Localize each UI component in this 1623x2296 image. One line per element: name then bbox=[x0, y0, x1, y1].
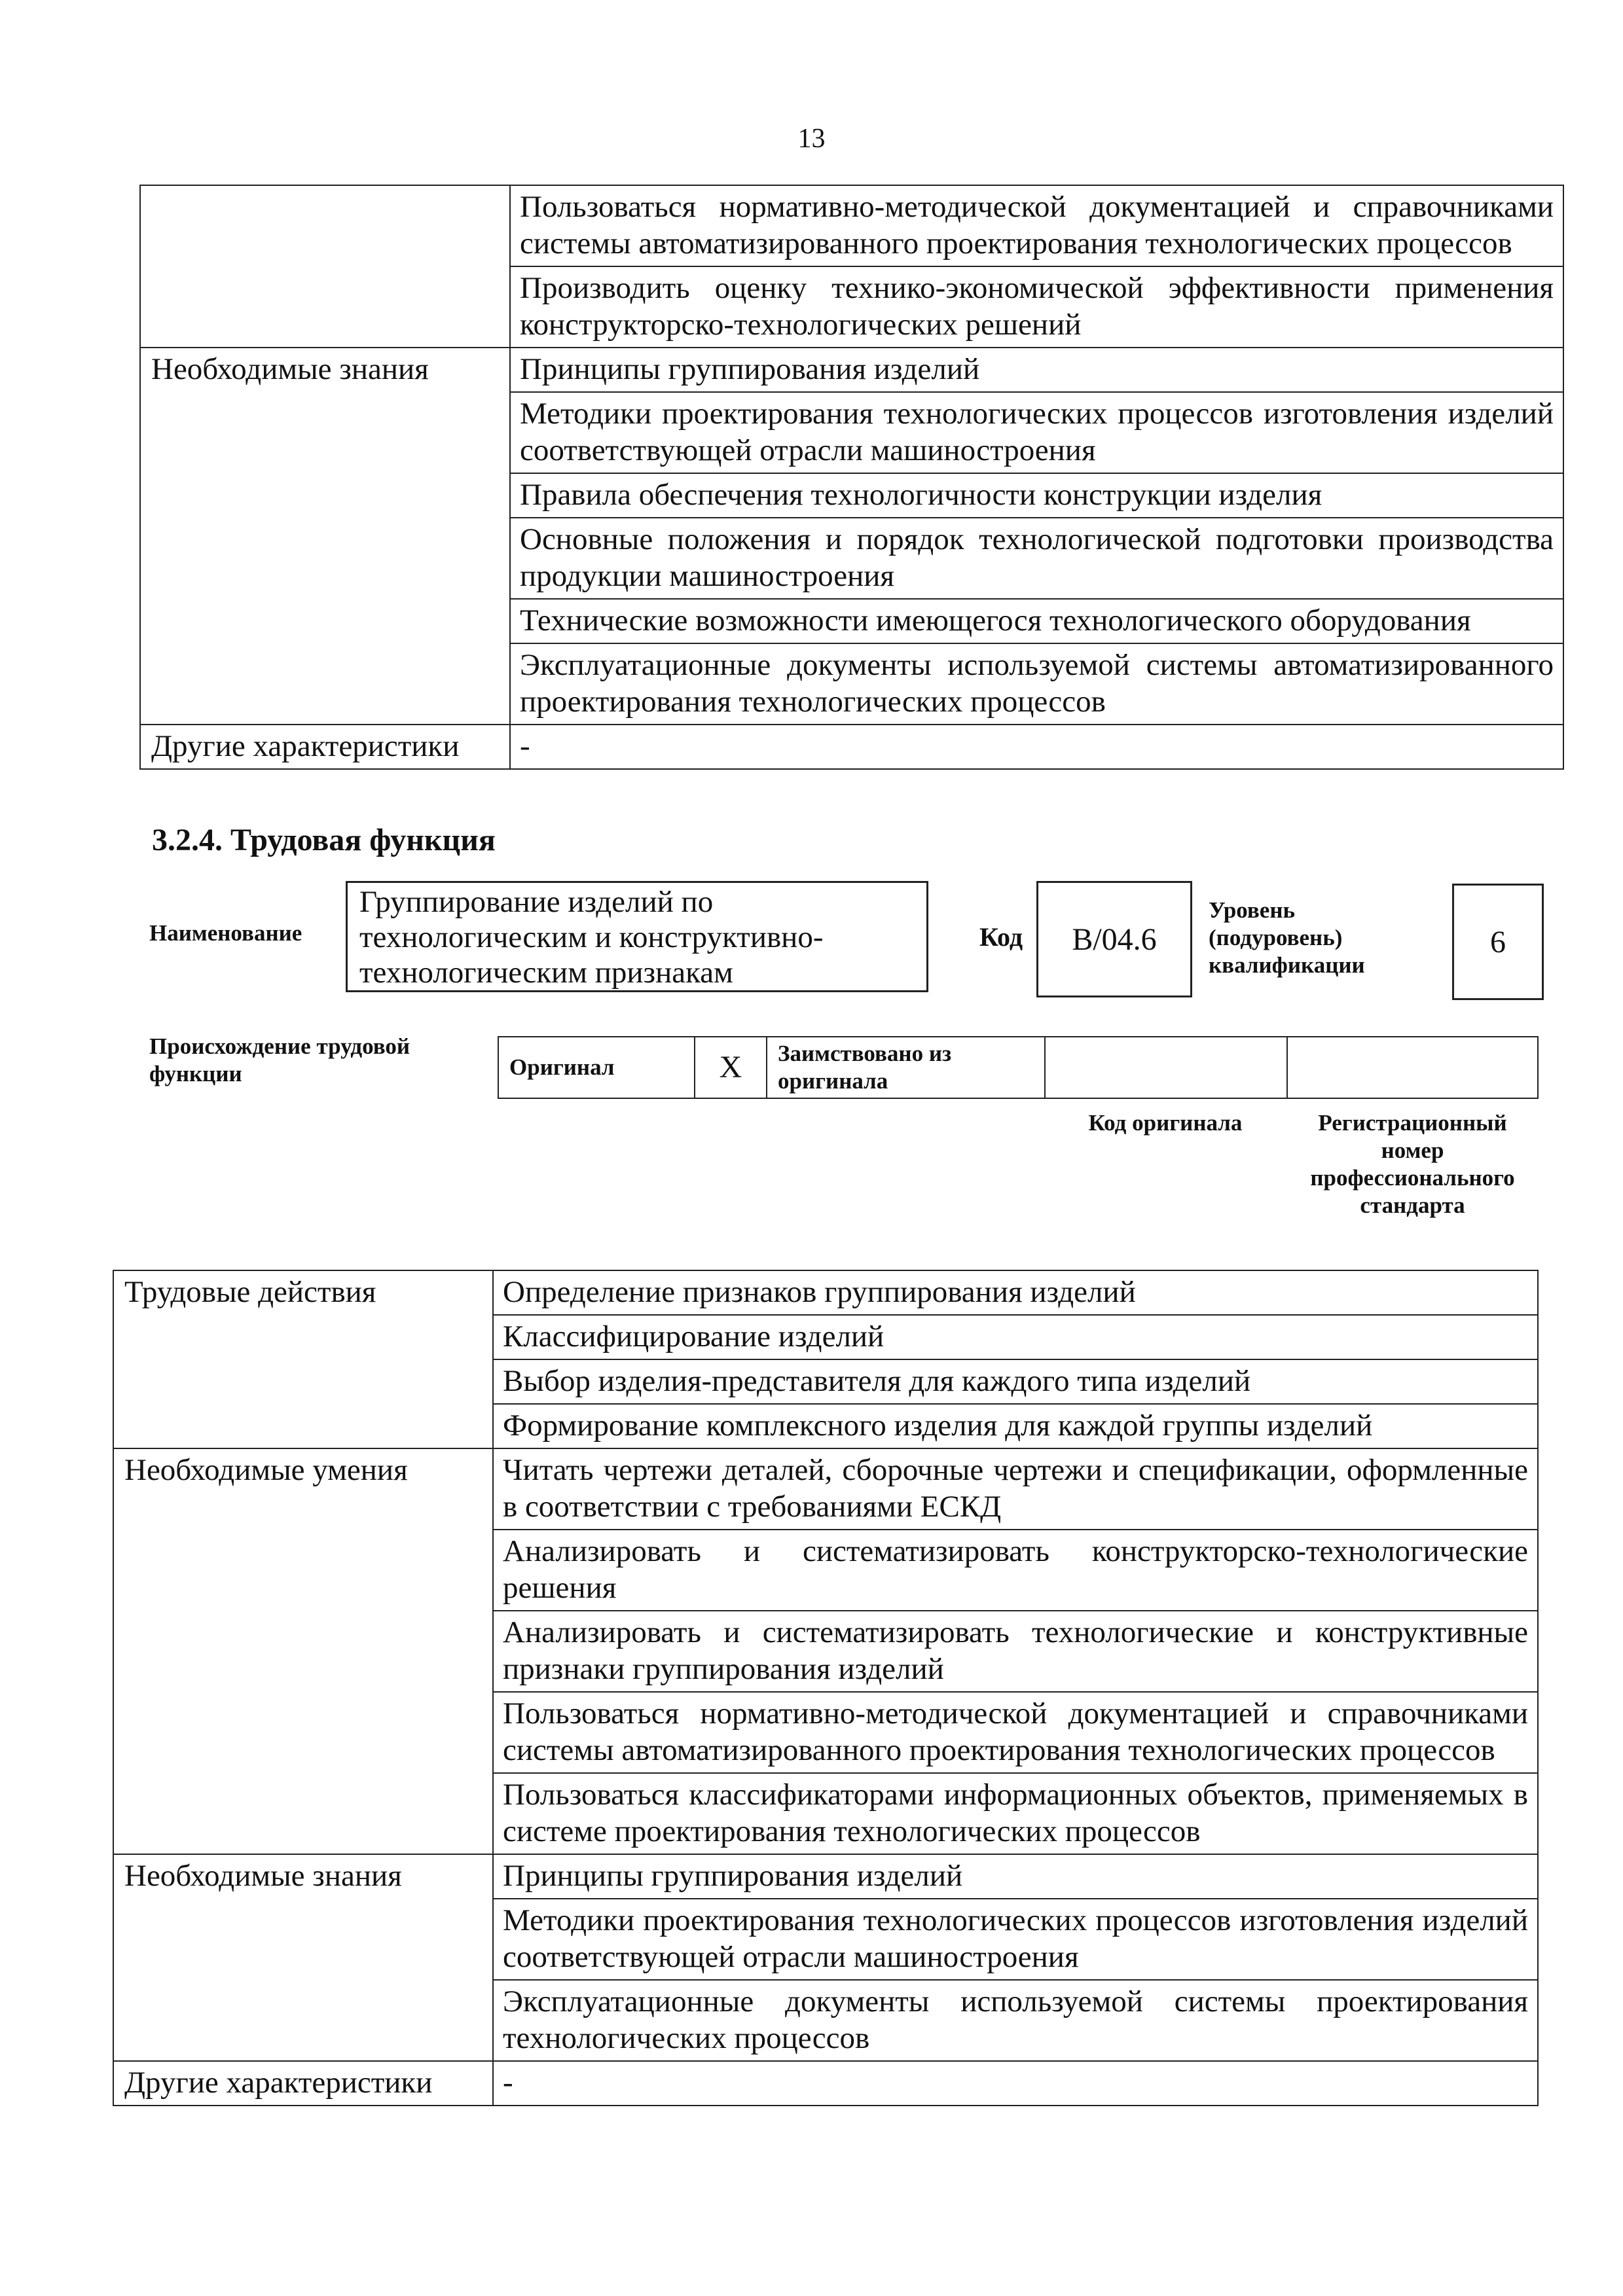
row-label-actions: Трудовые действия bbox=[113, 1270, 493, 1448]
code-label: Код bbox=[979, 922, 1023, 952]
list-item: Методики проектирования технологических процессов изготовления изделий соответствующей отрасли машиностроения bbox=[493, 1899, 1538, 1980]
level-box: 6 bbox=[1452, 884, 1544, 1000]
table-row bbox=[113, 1854, 1538, 1899]
continued-requirements-table bbox=[139, 185, 1564, 770]
list-item: Формирование комплексного изделия для каждой группы изделий bbox=[493, 1404, 1538, 1448]
origin-borrowed: Заимствовано из оригинала bbox=[767, 1037, 1045, 1098]
row-label-skills: Необходимые умения bbox=[113, 1448, 493, 1854]
page-number: 13 bbox=[797, 124, 826, 154]
row-label-other: Другие характеристики bbox=[140, 725, 510, 769]
function-requirements-table bbox=[113, 1270, 1539, 2106]
origin-label: Происхождение трудовой функции bbox=[149, 1033, 410, 1086]
list-item: - bbox=[510, 725, 1563, 769]
list-item: Методики проектирования технологических процессов изготовления изделий соответствующей отрасли машиностроения bbox=[510, 392, 1563, 473]
list-item: Принципы группирования изделий bbox=[493, 1854, 1538, 1899]
list-item: Анализировать и систематизировать конструкторско-технологические решения bbox=[493, 1530, 1538, 1611]
list-item: Читать чертежи деталей, сборочные чертежи и спецификации, оформленные в соответствии с требованиями ЕСКД bbox=[493, 1448, 1538, 1530]
origin-mark: X bbox=[695, 1037, 767, 1098]
row-label-other: Другие характеристики bbox=[113, 2061, 493, 2106]
list-item: Технические возможности имеющегося технологического оборудования bbox=[510, 599, 1563, 643]
table-row bbox=[498, 1037, 1538, 1098]
list-item: - bbox=[493, 2061, 1538, 2106]
code-box: B/04.6 bbox=[1036, 881, 1192, 997]
origin-original: Оригинал bbox=[498, 1037, 695, 1098]
list-item: Анализировать и систематизировать технологические и конструктивные признаки группирования изделий bbox=[493, 1611, 1538, 1692]
list-item: Классифицирование изделий bbox=[493, 1315, 1538, 1359]
list-item: Пользоваться нормативно-методической документацией и справочниками системы автоматизированного проектирования технологических процессов bbox=[493, 1692, 1538, 1773]
row-label bbox=[140, 185, 510, 348]
reg-caption: Регистрационный номер профессионального стандарта bbox=[1310, 1110, 1515, 1218]
list-item: Производить оценку технико-экономической эффективности применения конструкторско-технологических решений bbox=[510, 266, 1563, 348]
table-row bbox=[140, 348, 1563, 392]
origin-code-cell bbox=[1045, 1037, 1287, 1098]
list-item: Принципы группирования изделий bbox=[510, 348, 1563, 392]
section-heading: 3.2.4. Трудовая функция bbox=[152, 823, 496, 857]
table-row bbox=[113, 1270, 1538, 1315]
table-row bbox=[113, 2061, 1538, 2106]
origin-reg-cell bbox=[1287, 1037, 1538, 1098]
list-item: Правила обеспечения технологичности конструкции изделия bbox=[510, 473, 1563, 518]
list-item: Эксплуатационные документы используемой системы проектирования технологических процессов bbox=[493, 1980, 1538, 2061]
level-label: Уровень (подуровень) квалификации bbox=[1209, 897, 1365, 978]
function-name-box: Группирование изделий по технологическим и конструктивно-технологическим признакам bbox=[346, 881, 928, 992]
list-item: Эксплуатационные документы используемой системы автоматизированного проектирования технологических процессов bbox=[510, 643, 1563, 725]
code-caption: Код оригинала bbox=[1088, 1110, 1243, 1136]
list-item: Выбор изделия-представителя для каждого типа изделий bbox=[493, 1359, 1538, 1404]
table-row bbox=[113, 1448, 1538, 1530]
list-item: Пользоваться нормативно-методической документацией и справочниками системы автоматизированного проектирования технологических процессов bbox=[510, 185, 1563, 266]
origin-table bbox=[498, 1036, 1539, 1099]
list-item: Основные положения и порядок технологической подготовки производства продукции машиностроения bbox=[510, 518, 1563, 599]
table-row bbox=[140, 725, 1563, 769]
list-item: Пользоваться классификаторами информационных объектов, применяемых в системе проектирования технологических процессов bbox=[493, 1773, 1538, 1854]
name-label: Наименование bbox=[149, 920, 302, 946]
row-label-knowledge: Необходимые знания bbox=[113, 1854, 493, 2061]
table-row bbox=[140, 185, 1563, 266]
list-item: Определение признаков группирования изделий bbox=[493, 1270, 1538, 1315]
row-label-knowledge: Необходимые знания bbox=[140, 348, 510, 725]
